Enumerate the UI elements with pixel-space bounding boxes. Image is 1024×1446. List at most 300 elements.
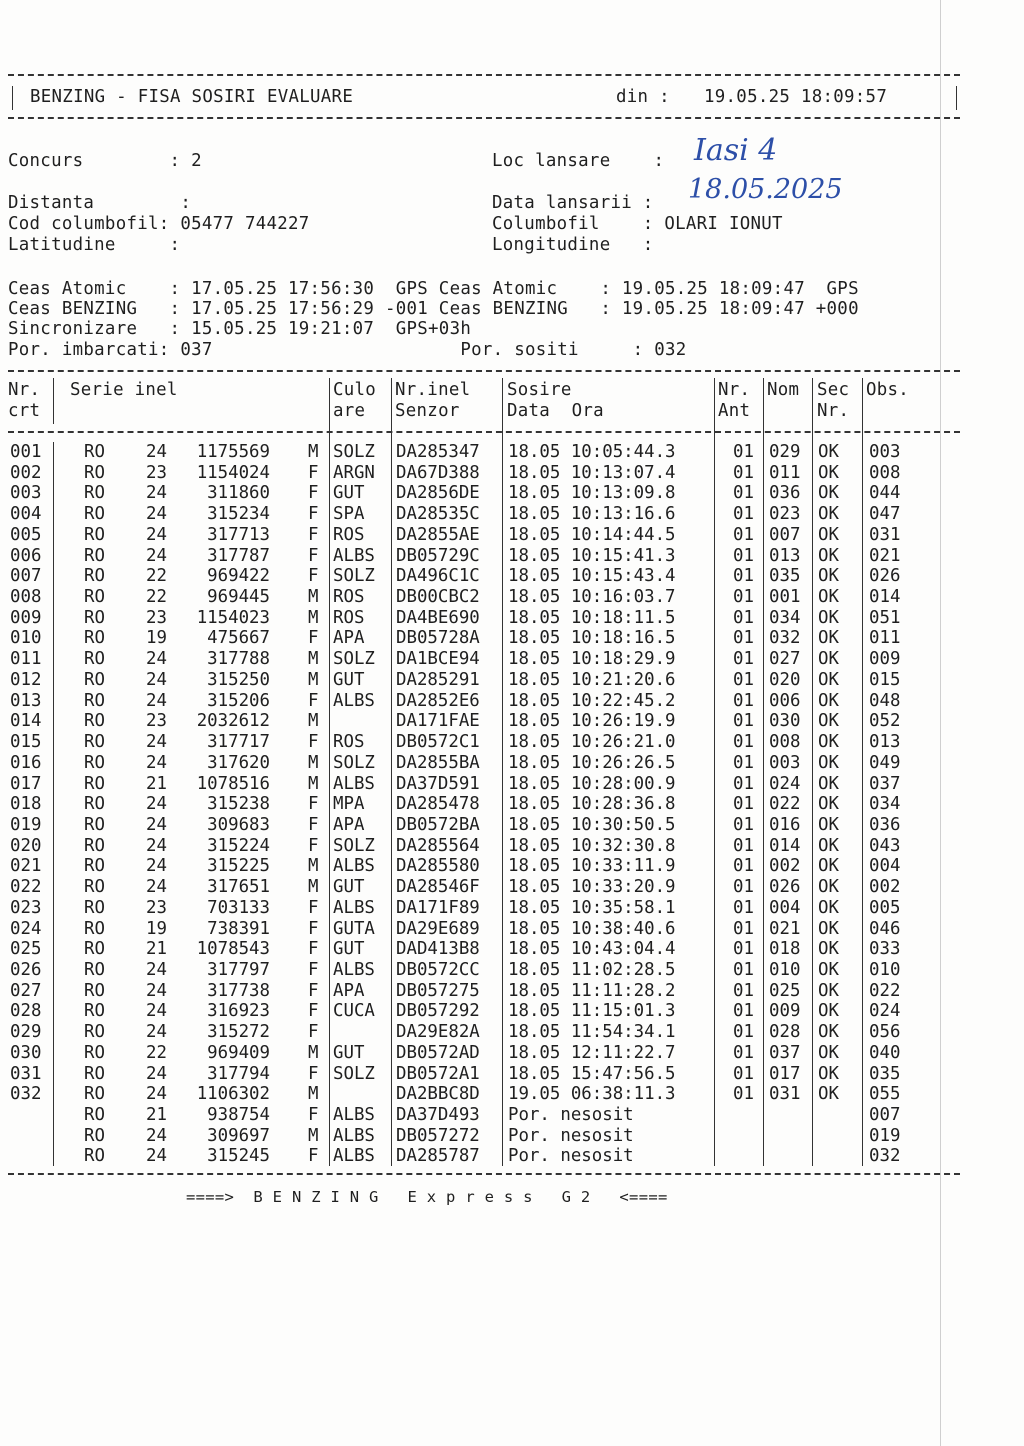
cell-crt: 024 [10, 918, 42, 939]
cell-sec: OK [818, 524, 839, 545]
cell-num: 315250 [207, 669, 270, 690]
cell-ant: 01 [733, 980, 754, 1001]
cell-sosire: 18.05 10:18:16.5 [508, 628, 676, 649]
cell-num: 969409 [207, 1042, 270, 1063]
cell-sosire: 18.05 10:14:44.5 [508, 524, 676, 545]
cell-sec: OK [818, 628, 839, 649]
table-row [0, 566, 960, 587]
cell-cc: RO [84, 1063, 105, 1084]
cell-nom: 027 [769, 649, 801, 670]
table-row [0, 794, 960, 815]
cell-crt: 005 [10, 524, 42, 545]
cell-obs: 009 [869, 649, 901, 670]
cell-inel: DB05729C [396, 545, 480, 566]
cell-sosire: 18.05 15:47:56.5 [508, 1063, 676, 1084]
table-row [0, 919, 960, 940]
cell-yy: 24 [146, 1125, 167, 1146]
cell-sosire: 18.05 12:11:22.7 [508, 1042, 676, 1063]
distanta-line: Distanta : [8, 193, 192, 213]
table-bottom-rule [8, 1173, 960, 1175]
cell-sosire: 18.05 10:28:00.9 [508, 773, 676, 794]
cell-sosire: 18.05 10:15:43.4 [508, 566, 676, 587]
cell-ant: 01 [733, 877, 754, 898]
cell-obs: 005 [869, 897, 901, 918]
cell-sosire: 18.05 10:13:16.6 [508, 504, 676, 525]
cell-col: APA [333, 980, 365, 1001]
cell-yy: 21 [146, 939, 167, 960]
cell-yy: 21 [146, 773, 167, 794]
cell-obs: 032 [869, 1146, 901, 1167]
cell-yy: 24 [146, 835, 167, 856]
cod-columbofil-line: Cod columbofil: 05477 744227 [8, 214, 310, 234]
cell-yy: 24 [146, 877, 167, 898]
cell-sex: F [308, 1105, 319, 1126]
cell-cc: RO [84, 462, 105, 483]
table-row [0, 483, 960, 504]
cell-nom: 032 [769, 628, 801, 649]
cell-sosire: 18.05 11:54:34.1 [508, 1022, 676, 1043]
cell-nom: 006 [769, 690, 801, 711]
cell-num: 315225 [207, 856, 270, 877]
cell-inel: DA285580 [396, 856, 480, 877]
cell-col: GUT [333, 1042, 365, 1063]
cell-col: ARGN [333, 462, 375, 483]
table-top-rule [8, 370, 960, 372]
cell-nom: 014 [769, 835, 801, 856]
cell-ant: 01 [733, 566, 754, 587]
cell-ant: 01 [733, 856, 754, 877]
cell-num: 315206 [207, 690, 270, 711]
cell-nom: 034 [769, 607, 801, 628]
header-right-border [956, 86, 957, 110]
cell-num: 1078516 [196, 773, 270, 794]
cell-obs: 043 [869, 835, 901, 856]
cell-inel: DB05728A [396, 628, 480, 649]
cell-sosire: 18.05 10:22:45.2 [508, 690, 676, 711]
cell-sex: F [308, 897, 319, 918]
cell-num: 315234 [207, 504, 270, 525]
cell-inel: DB057292 [396, 1001, 480, 1022]
table-row [0, 463, 960, 484]
cell-sex: M [308, 1042, 319, 1063]
report-title: BENZING - FISA SOSIRI EVALUARE [30, 87, 354, 107]
cell-col: SOLZ [333, 1063, 375, 1084]
latitudine-line: Latitudine : [8, 235, 181, 255]
cell-obs: 037 [869, 773, 901, 794]
table-row [0, 628, 960, 649]
cell-cc: RO [84, 1146, 105, 1167]
cell-sex: M [308, 587, 319, 608]
cell-obs: 008 [869, 462, 901, 483]
cell-yy: 23 [146, 897, 167, 918]
cell-yy: 24 [146, 794, 167, 815]
table-row [0, 1022, 960, 1043]
cell-num: 317620 [207, 752, 270, 773]
cell-col: ALBS [333, 897, 375, 918]
table-row [0, 981, 960, 1002]
cell-crt: 022 [10, 877, 42, 898]
cell-inel: DB0572A1 [396, 1063, 480, 1084]
cell-yy: 23 [146, 462, 167, 483]
cell-inel: DB0572AD [396, 1042, 480, 1063]
cell-crt: 016 [10, 752, 42, 773]
cell-crt: 002 [10, 462, 42, 483]
cell-obs: 047 [869, 504, 901, 525]
table-row [0, 732, 960, 753]
cell-ant: 01 [733, 918, 754, 939]
cell-sosire: 18.05 10:33:20.9 [508, 877, 676, 898]
table-row [0, 1146, 960, 1167]
cell-sex: F [308, 690, 319, 711]
cell-num: 938754 [207, 1105, 270, 1126]
cell-sex: M [308, 711, 319, 732]
cell-cc: RO [84, 669, 105, 690]
table-row [0, 1126, 960, 1147]
cell-cc: RO [84, 918, 105, 939]
cell-obs: 026 [869, 566, 901, 587]
cell-sec: OK [818, 607, 839, 628]
cell-sec: OK [818, 918, 839, 939]
cell-crt: 027 [10, 980, 42, 1001]
table-row [0, 836, 960, 857]
col-nr-crt-1: Nr. [8, 380, 41, 400]
cell-ant: 01 [733, 504, 754, 525]
report-datetime: 19.05.25 18:09:57 [704, 87, 888, 107]
cell-sosire: 18.05 10:21:20.6 [508, 669, 676, 690]
cell-sec: OK [818, 1084, 839, 1105]
cell-yy: 24 [146, 545, 167, 566]
cell-sex: F [308, 980, 319, 1001]
cell-sex: F [308, 794, 319, 815]
cell-obs: 014 [869, 587, 901, 608]
cell-col: ROS [333, 732, 365, 753]
table-row [0, 546, 960, 567]
table-row [0, 608, 960, 629]
cell-sec: OK [818, 504, 839, 525]
cell-inel: DA28546F [396, 877, 480, 898]
cell-sosire: 18.05 10:38:40.6 [508, 918, 676, 939]
table-row [0, 1001, 960, 1022]
cell-nom: 007 [769, 524, 801, 545]
cell-yy: 21 [146, 1105, 167, 1126]
cell-sec: OK [818, 1001, 839, 1022]
cell-inel: DA2852E6 [396, 690, 480, 711]
cell-sec: OK [818, 835, 839, 856]
cell-nom: 018 [769, 939, 801, 960]
cell-sex: M [308, 1084, 319, 1105]
cell-obs: 055 [869, 1084, 901, 1105]
cell-obs: 002 [869, 877, 901, 898]
cell-yy: 19 [146, 628, 167, 649]
cell-cc: RO [84, 545, 105, 566]
cell-sex: F [308, 814, 319, 835]
cell-cc: RO [84, 794, 105, 815]
cell-cc: RO [84, 607, 105, 628]
sincronizare-line: Sincronizare : 15.05.25 19:21:07 GPS+03h [8, 319, 472, 339]
cell-sec: OK [818, 897, 839, 918]
cell-cc: RO [84, 752, 105, 773]
table-row [0, 856, 960, 877]
cell-sex: M [308, 877, 319, 898]
cell-col: ALBS [333, 856, 375, 877]
cell-crt: 030 [10, 1042, 42, 1063]
cell-yy: 22 [146, 587, 167, 608]
cell-yy: 24 [146, 504, 167, 525]
cell-cc: RO [84, 1001, 105, 1022]
cell-cc: RO [84, 566, 105, 587]
ceas-atomic-line: Ceas Atomic : 17.05.25 17:56:30 GPS Ceas Atomic : 19.05.25 18:09:47 GPS [8, 279, 859, 299]
table-row [0, 711, 960, 732]
cell-ant: 01 [733, 462, 754, 483]
cell-crt: 031 [10, 1063, 42, 1084]
cell-cc: RO [84, 649, 105, 670]
cell-yy: 24 [146, 980, 167, 1001]
cell-cc: RO [84, 587, 105, 608]
cell-obs: 011 [869, 628, 901, 649]
cell-inel: DA4BE690 [396, 607, 480, 628]
cell-cc: RO [84, 773, 105, 794]
cell-nom: 024 [769, 773, 801, 794]
cell-sex: M [308, 442, 319, 462]
cell-sec: OK [818, 980, 839, 1001]
cell-sex: F [308, 939, 319, 960]
table-row [0, 774, 960, 795]
cell-cc: RO [84, 897, 105, 918]
cell-yy: 24 [146, 732, 167, 753]
cell-num: 309683 [207, 814, 270, 835]
cell-inel: DAD413B8 [396, 939, 480, 960]
col-nom: Nom [767, 380, 800, 400]
cell-yy: 24 [146, 1063, 167, 1084]
cell-inel: DA29E82A [396, 1022, 480, 1043]
cell-cc: RO [84, 442, 105, 462]
cell-inel: DB00CBC2 [396, 587, 480, 608]
cell-sex: F [308, 483, 319, 504]
cell-sex: F [308, 732, 319, 753]
cell-sosire: 18.05 10:30:50.5 [508, 814, 676, 835]
cell-ant: 01 [733, 628, 754, 649]
cell-sec: OK [818, 814, 839, 835]
cell-col: ROS [333, 607, 365, 628]
cell-sex: F [308, 1063, 319, 1084]
cell-yy: 23 [146, 711, 167, 732]
cell-crt: 025 [10, 939, 42, 960]
cell-inel: DA496C1C [396, 566, 480, 587]
cell-nom: 003 [769, 752, 801, 773]
cell-obs: 035 [869, 1063, 901, 1084]
col-nr-inel-1: Nr.inel [395, 380, 471, 400]
cell-col: SOLZ [333, 566, 375, 587]
cell-num: 315245 [207, 1146, 270, 1167]
cell-sosire: 18.05 10:43:04.4 [508, 939, 676, 960]
cell-num: 311860 [207, 483, 270, 504]
cell-nom: 037 [769, 1042, 801, 1063]
loc-lansare-label: Loc lansare : [492, 151, 665, 171]
cell-cc: RO [84, 877, 105, 898]
col-culoare-1: Culo [333, 380, 377, 400]
cell-sec: OK [818, 1042, 839, 1063]
cell-yy: 24 [146, 483, 167, 504]
table-row [0, 1084, 960, 1105]
table-row [0, 504, 960, 525]
cell-col: SOLZ [333, 835, 375, 856]
cell-nom: 030 [769, 711, 801, 732]
cell-sec: OK [818, 939, 839, 960]
cell-nom: 023 [769, 504, 801, 525]
cell-yy: 24 [146, 1084, 167, 1105]
cell-obs: 056 [869, 1022, 901, 1043]
cell-sosire: 18.05 10:15:41.3 [508, 545, 676, 566]
cell-inel: DA28535C [396, 504, 480, 525]
cell-num: 1154024 [196, 462, 270, 483]
cell-sec: OK [818, 669, 839, 690]
cell-nom: 025 [769, 980, 801, 1001]
cell-num: 1175569 [196, 442, 270, 462]
cell-cc: RO [84, 980, 105, 1001]
cell-sec: OK [818, 483, 839, 504]
cell-num: 309697 [207, 1125, 270, 1146]
cell-crt: 011 [10, 649, 42, 670]
col-culoare-2: are [333, 401, 366, 421]
cell-sosire: 18.05 10:18:11.5 [508, 607, 676, 628]
cell-crt: 013 [10, 690, 42, 711]
cell-yy: 24 [146, 1146, 167, 1167]
cell-cc: RO [84, 690, 105, 711]
cell-num: 2032612 [196, 711, 270, 732]
cell-sec: OK [818, 732, 839, 753]
cell-sec: OK [818, 690, 839, 711]
cell-col: ALBS [333, 690, 375, 711]
cell-inel: DA2BBC8D [396, 1084, 480, 1105]
cell-obs: 048 [869, 690, 901, 711]
cell-obs: 049 [869, 752, 901, 773]
cell-nom: 035 [769, 566, 801, 587]
cell-sec: OK [818, 545, 839, 566]
cell-cc: RO [84, 504, 105, 525]
cell-sex: M [308, 649, 319, 670]
cell-col: GUTA [333, 918, 375, 939]
cell-nom: 016 [769, 814, 801, 835]
cell-sex: M [308, 607, 319, 628]
cell-sec: OK [818, 711, 839, 732]
cell-obs: 010 [869, 960, 901, 980]
cell-sosire: Por. nesosit [508, 1125, 634, 1146]
cell-crt: 015 [10, 732, 42, 753]
cell-yy: 23 [146, 607, 167, 628]
cell-ant: 01 [733, 587, 754, 608]
cell-num: 969422 [207, 566, 270, 587]
cell-ant: 01 [733, 483, 754, 504]
cell-sosire: 18.05 11:11:28.2 [508, 980, 676, 1001]
cell-inel: DA37D493 [396, 1105, 480, 1126]
cell-sec: OK [818, 752, 839, 773]
cell-sec: OK [818, 462, 839, 483]
cell-sex: M [308, 752, 319, 773]
cell-col: APA [333, 814, 365, 835]
table-row [0, 691, 960, 712]
cell-crt: 029 [10, 1022, 42, 1043]
cell-sec: OK [818, 1063, 839, 1084]
cell-ant: 01 [733, 752, 754, 773]
cell-nom: 022 [769, 794, 801, 815]
cell-sosire: 18.05 10:16:03.7 [508, 587, 676, 608]
cell-crt: 032 [10, 1084, 42, 1105]
cell-nom: 009 [769, 1001, 801, 1022]
cell-col: MPA [333, 794, 365, 815]
cell-yy: 24 [146, 752, 167, 773]
table-row [0, 670, 960, 691]
cell-num: 317797 [207, 960, 270, 980]
cell-obs: 036 [869, 814, 901, 835]
cell-ant: 01 [733, 814, 754, 835]
cell-sosire: Por. nesosit [508, 1105, 634, 1126]
cell-crt: 003 [10, 483, 42, 504]
col-nr-crt-2: crt [8, 401, 41, 421]
cell-ant: 01 [733, 690, 754, 711]
cell-col: GUT [333, 939, 365, 960]
cell-crt: 009 [10, 607, 42, 628]
cell-sex: M [308, 773, 319, 794]
cell-num: 315224 [207, 835, 270, 856]
cell-col: CUCA [333, 1001, 375, 1022]
cell-sex: F [308, 918, 319, 939]
cell-crt: 007 [10, 566, 42, 587]
cell-ant: 01 [733, 524, 754, 545]
cell-sex: M [308, 1125, 319, 1146]
cell-num: 738391 [207, 918, 270, 939]
cell-sex: F [308, 504, 319, 525]
cell-sex: F [308, 1001, 319, 1022]
cell-num: 315238 [207, 794, 270, 815]
ceas-benzing-line: Ceas BENZING : 17.05.25 17:56:29 -001 Ceas BENZING : 19.05.25 18:09:47 +000 [8, 299, 859, 319]
cell-ant: 01 [733, 939, 754, 960]
cell-yy: 24 [146, 524, 167, 545]
cell-inel: DB057272 [396, 1125, 480, 1146]
cell-yy: 24 [146, 1001, 167, 1022]
cell-yy: 24 [146, 856, 167, 877]
table-row [0, 753, 960, 774]
cell-inel: DB0572C1 [396, 732, 480, 753]
cell-num: 316923 [207, 1001, 270, 1022]
col-sosire-2: Data Ora [507, 401, 604, 421]
table-row [0, 649, 960, 670]
cell-sex: F [308, 545, 319, 566]
cell-num: 315272 [207, 1022, 270, 1043]
cell-yy: 19 [146, 918, 167, 939]
cell-crt: 028 [10, 1001, 42, 1022]
cell-crt: 008 [10, 587, 42, 608]
cell-num: 1154023 [196, 607, 270, 628]
cell-nom: 021 [769, 918, 801, 939]
cell-sex: F [308, 566, 319, 587]
cell-col: APA [333, 628, 365, 649]
cell-col: ALBS [333, 1125, 375, 1146]
cell-obs: 033 [869, 939, 901, 960]
cell-cc: RO [84, 732, 105, 753]
cell-sosire: 18.05 10:35:58.1 [508, 897, 676, 918]
cell-sec: OK [818, 877, 839, 898]
cell-ant: 01 [733, 607, 754, 628]
table-row [0, 587, 960, 608]
cell-num: 317794 [207, 1063, 270, 1084]
cell-cc: RO [84, 814, 105, 835]
cell-nom: 031 [769, 1084, 801, 1105]
table-row [0, 898, 960, 919]
cell-sec: OK [818, 587, 839, 608]
cell-obs: 007 [869, 1105, 901, 1126]
cell-nom: 026 [769, 877, 801, 898]
cell-sec: OK [818, 442, 839, 462]
